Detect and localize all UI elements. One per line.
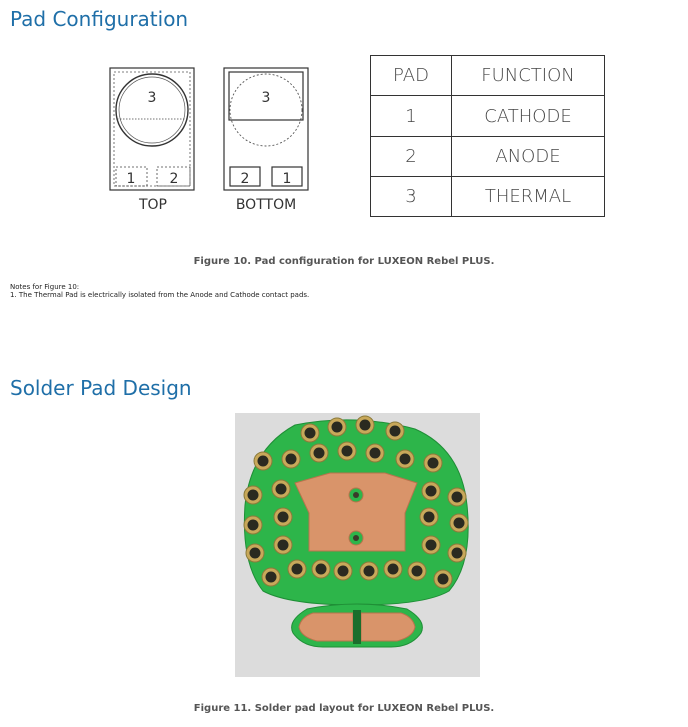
bottom-view-diagram — [224, 68, 308, 190]
via-hole — [248, 490, 259, 501]
via-hole — [424, 512, 435, 523]
via-hole — [428, 458, 439, 469]
section-title-pad-configuration: Pad Configuration — [10, 7, 189, 31]
via-hole — [388, 564, 399, 575]
top-pad-3-label: 3 — [147, 90, 157, 106]
table-cell-pad: 1 — [371, 96, 452, 137]
table-row — [371, 137, 605, 177]
via-hole — [400, 454, 411, 465]
bottom-pad-3-label: 3 — [261, 90, 271, 106]
top-view-diagram — [110, 68, 194, 190]
via-hole — [426, 486, 437, 497]
via-hole — [452, 492, 463, 503]
via-hole — [248, 520, 259, 531]
via-hole — [342, 446, 353, 457]
via-hole — [314, 448, 325, 459]
via-hole — [278, 540, 289, 551]
via-hole — [250, 548, 261, 559]
via-hole — [316, 564, 327, 575]
via-hole — [258, 456, 269, 467]
via-hole — [360, 420, 371, 431]
via-hole — [452, 548, 463, 559]
table-cell-pad: 2 — [371, 137, 452, 177]
via-hole — [292, 564, 303, 575]
top-pad-2-label: 2 — [169, 171, 179, 187]
table-row — [371, 177, 605, 217]
via-hole — [266, 572, 277, 583]
table-header-function: FUNCTION — [452, 56, 605, 96]
table-header-row — [371, 56, 605, 96]
via-hole — [305, 428, 316, 439]
table-cell-function: THERMAL — [452, 177, 605, 217]
pad-diagram — [105, 64, 315, 214]
top-view-label: TOP — [138, 197, 167, 213]
table-row — [371, 96, 605, 137]
via-hole — [390, 426, 401, 437]
figure-notes — [10, 283, 309, 299]
via-hole — [438, 574, 449, 585]
via-hole — [412, 566, 423, 577]
top-pad-1-label: 1 — [126, 171, 136, 187]
bottom-view-label: BOTTOM — [235, 197, 297, 213]
solder-pad-photo — [235, 413, 480, 677]
figure-10-caption: Figure 10. Pad configuration for LUXEON Rebel PLUS. — [193, 256, 495, 267]
notes-title: Notes for Figure 10: — [10, 283, 80, 291]
via-hole — [454, 518, 465, 529]
via-hole — [338, 566, 349, 577]
solder-pad-illustration — [235, 413, 480, 677]
figure-11-caption: Figure 11. Solder pad layout for LUXEON Rebel PLUS. — [193, 703, 495, 714]
via-hole — [276, 484, 287, 495]
via-hole — [364, 566, 375, 577]
bottom-pad-1-label: 1 — [282, 171, 292, 187]
via-hole — [286, 454, 297, 465]
via-hole — [278, 512, 289, 523]
table-header-pad: PAD — [371, 56, 452, 96]
notes-item: 1. The Thermal Pad is electrically isolated from the Anode and Cathode contact pads. — [10, 291, 310, 299]
table-cell-function: ANODE — [452, 137, 605, 177]
via-hole — [370, 448, 381, 459]
via-hole — [332, 422, 343, 433]
bottom-pad-2-label: 2 — [240, 171, 250, 187]
pad-function-table — [370, 55, 605, 217]
table-cell-pad: 3 — [371, 177, 452, 217]
via-hole — [426, 540, 437, 551]
section-title-solder-pad-design: Solder Pad Design — [10, 376, 192, 400]
table-cell-function: CATHODE — [452, 96, 605, 137]
